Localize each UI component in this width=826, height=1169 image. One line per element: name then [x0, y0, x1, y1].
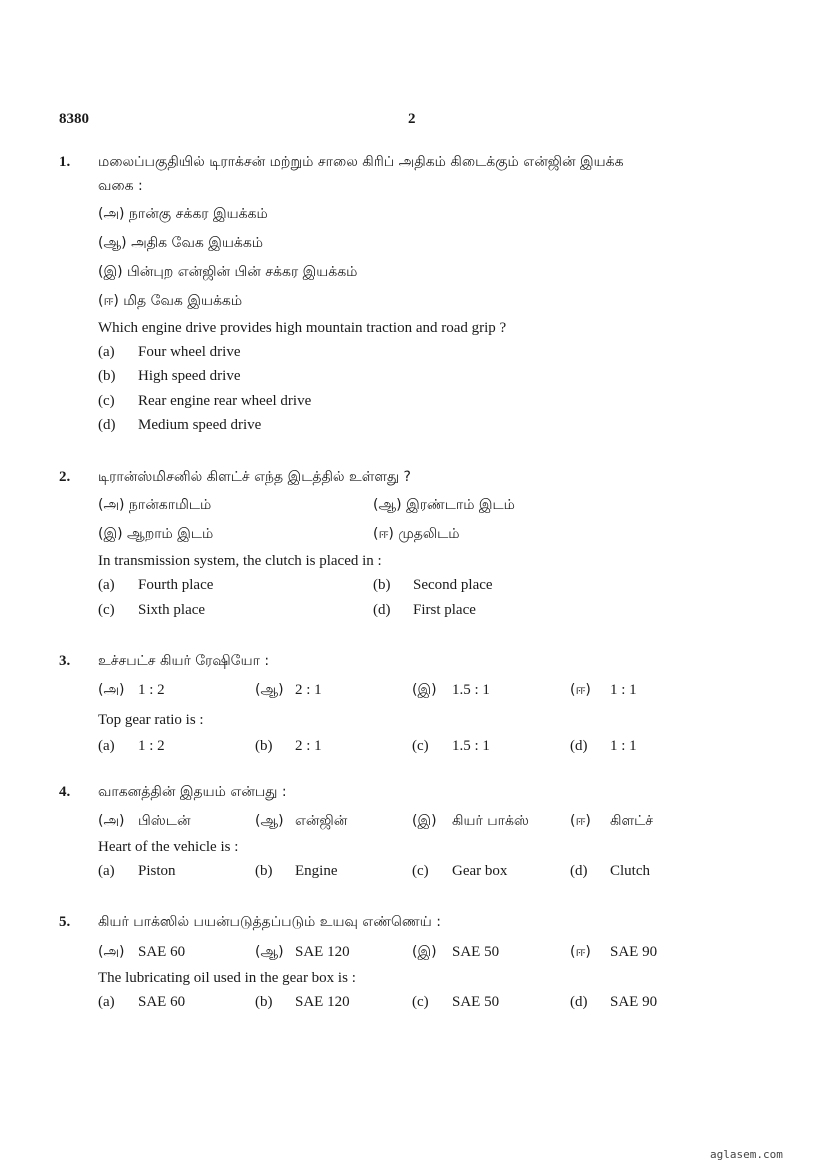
question-text-tamil-cont: வகை : [98, 178, 143, 194]
option-label-a: (a) [98, 344, 115, 360]
option-tamil-label-c: (இ) [412, 682, 437, 698]
option-label-b: (b) [255, 994, 273, 1010]
question-text-tamil: மலைப்பகுதியில் டிராக்சன் மற்றும் சாலை கிரிப் அதிகம் கிடைக்கும் என்ஜின் இயக்க [98, 154, 624, 170]
question-number: 1. [59, 154, 71, 170]
option-tamil-label-b: (ஆ) [255, 682, 284, 698]
option-english-d: 1 : 1 [610, 738, 637, 754]
option-english-b: 2 : 1 [295, 738, 322, 754]
option-tamil-label-d: (ஈ) [570, 944, 591, 960]
option-tamil-c: (இ) ஆறாம் இடம் [98, 526, 214, 542]
option-tamil-label-c: (இ) [412, 813, 437, 829]
question-text-tamil: டிரான்ஸ்மிசனில் கிளட்ச் எந்த இடத்தில் உள்ளது ? [98, 469, 411, 485]
option-tamil-label-a: (அ) [98, 813, 125, 829]
option-tamil-label-c: (இ) [412, 944, 437, 960]
question-number: 3. [59, 653, 71, 669]
option-english-d: SAE 90 [610, 994, 658, 1010]
option-english-d: Medium speed drive [138, 417, 262, 433]
option-label-a: (a) [98, 994, 115, 1010]
option-english-c: Sixth place [138, 602, 206, 618]
option-label-b: (b) [373, 577, 391, 593]
option-tamil-d: கிளட்ச் [610, 813, 653, 829]
option-english-a: Four wheel drive [138, 344, 241, 360]
option-tamil-label-d: (ஈ) [570, 813, 591, 829]
option-english-b: SAE 120 [295, 994, 350, 1010]
question-number: 4. [59, 784, 71, 800]
option-tamil-b: 2 : 1 [295, 682, 322, 698]
option-label-c: (c) [98, 602, 115, 618]
option-english-b: Second place [413, 577, 493, 593]
option-tamil-d: (ஈ) முதலிடம் [373, 526, 460, 542]
option-english-a: Piston [138, 863, 176, 879]
option-label-c: (c) [98, 393, 115, 409]
option-tamil-c: கியர் பாக்ஸ் [452, 813, 529, 829]
option-label-b: (b) [255, 738, 273, 754]
option-english-c: Gear box [452, 863, 508, 879]
question-number: 5. [59, 914, 71, 930]
option-english-c: SAE 50 [452, 994, 500, 1010]
option-tamil-d: 1 : 1 [610, 682, 637, 698]
option-tamil-a: பிஸ்டன் [138, 813, 191, 829]
option-tamil-label-a: (அ) [98, 944, 125, 960]
option-label-c: (c) [412, 863, 429, 879]
watermark: aglasem.com [710, 1148, 783, 1161]
option-tamil-a: (அ) நான்காமிடம் [98, 497, 212, 513]
option-tamil-b: (ஆ) இரண்டாம் இடம் [373, 497, 515, 513]
option-label-a: (a) [98, 863, 115, 879]
page-number: 2 [408, 111, 416, 127]
question-number: 2. [59, 469, 71, 485]
option-english-c: 1.5 : 1 [452, 738, 490, 754]
option-label-d: (d) [98, 417, 116, 433]
paper-code: 8380 [59, 111, 89, 127]
question-text-tamil: உச்சபட்ச கியர் ரேஷியோ : [98, 653, 270, 669]
question-text-tamil: வாகனத்தின் இதயம் என்பது : [98, 784, 287, 800]
question-text-tamil: கியர் பாக்ஸில் பயன்படுத்தப்படும் உயவு எண்ணெய் : [98, 914, 441, 930]
question-text-english: In transmission system, the clutch is placed in : [98, 553, 382, 569]
option-english-d: First place [413, 602, 476, 618]
option-tamil-d: (ஈ) மித வேக இயக்கம் [98, 293, 243, 309]
option-english-d: Clutch [610, 863, 650, 879]
option-tamil-b: என்ஜின் [295, 813, 348, 829]
option-label-d: (d) [570, 738, 588, 754]
option-english-a: SAE 60 [138, 994, 186, 1010]
option-label-d: (d) [373, 602, 391, 618]
option-tamil-c: SAE 50 [452, 944, 500, 960]
option-label-c: (c) [412, 994, 429, 1010]
option-tamil-d: SAE 90 [610, 944, 658, 960]
option-tamil-b: (ஆ) அதிக வேக இயக்கம் [98, 235, 264, 251]
option-english-a: Fourth place [138, 577, 214, 593]
option-tamil-label-a: (அ) [98, 682, 125, 698]
question-text-english: Heart of the vehicle is : [98, 839, 239, 855]
question-text-english: Which engine drive provides high mountain traction and road grip ? [98, 320, 507, 336]
question-text-english: The lubricating oil used in the gear box is : [98, 970, 356, 986]
option-tamil-a: SAE 60 [138, 944, 186, 960]
option-tamil-b: SAE 120 [295, 944, 350, 960]
option-label-a: (a) [98, 577, 115, 593]
option-tamil-a: 1 : 2 [138, 682, 165, 698]
option-tamil-c: (இ) பின்புற என்ஜின் பின் சக்கர இயக்கம் [98, 264, 358, 280]
option-label-d: (d) [570, 994, 588, 1010]
option-label-c: (c) [412, 738, 429, 754]
option-english-b: High speed drive [138, 368, 241, 384]
option-tamil-c: 1.5 : 1 [452, 682, 490, 698]
question-text-english: Top gear ratio is : [98, 712, 204, 728]
option-english-c: Rear engine rear wheel drive [138, 393, 312, 409]
option-english-a: 1 : 2 [138, 738, 165, 754]
option-tamil-label-b: (ஆ) [255, 813, 284, 829]
option-english-b: Engine [295, 863, 338, 879]
option-tamil-label-b: (ஆ) [255, 944, 284, 960]
option-tamil-a: (அ) நான்கு சக்கர இயக்கம் [98, 206, 268, 222]
option-label-a: (a) [98, 738, 115, 754]
option-label-d: (d) [570, 863, 588, 879]
option-label-b: (b) [98, 368, 116, 384]
option-tamil-label-d: (ஈ) [570, 682, 591, 698]
option-label-b: (b) [255, 863, 273, 879]
